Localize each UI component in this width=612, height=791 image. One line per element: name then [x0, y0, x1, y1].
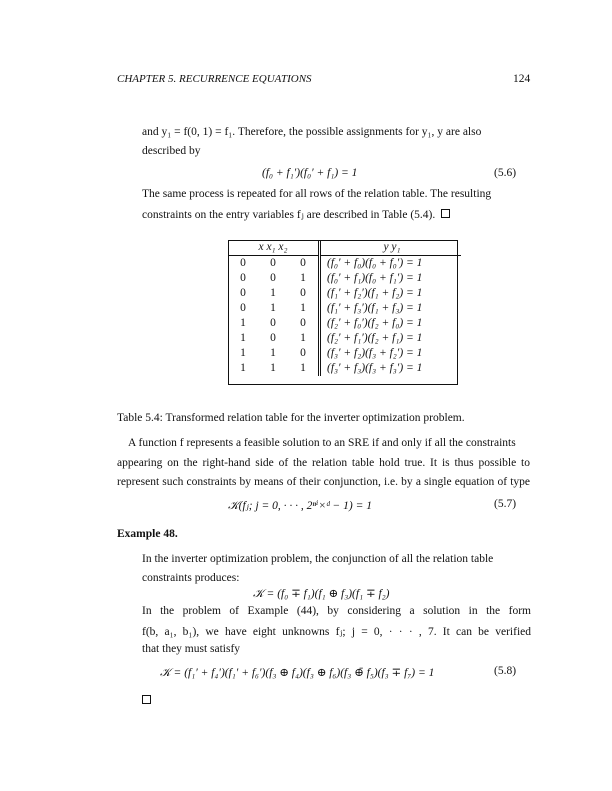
- cell-x1: 0: [270, 272, 276, 284]
- table-row: [228, 286, 461, 301]
- body-text: In the problem of Example (44), by considering a solution in the form: [142, 605, 531, 617]
- equation-number: (5.7): [494, 498, 517, 510]
- body-text: that they must satisfy: [142, 643, 241, 655]
- cell-x: 1: [240, 317, 246, 329]
- cell-x2: 1: [300, 332, 306, 344]
- table-row: [228, 316, 461, 331]
- cell-x: 1: [240, 347, 246, 359]
- body-text: A function f represents a feasible solution to an SRE if and only if all the constraints: [128, 437, 516, 449]
- table-row: [228, 271, 461, 286]
- table-row: [228, 346, 461, 361]
- cell-x: 0: [240, 302, 246, 314]
- cell-x2: 0: [300, 287, 306, 299]
- cell-constraint: (f₁′ + f₃′)(f₁ + f₃) = 1: [320, 301, 462, 316]
- equation-5-8: 𝒦 = (f₁′ + f₄′)(f₁′ + f₆′)(f₃ ⊕ f₄)(f₃ ⊕ f₆)(f₃ ⊕̄ f₅)(f₃ ∓ f₇) = 1: [160, 667, 435, 679]
- body-text: described by: [142, 145, 201, 157]
- example-title: Example 48.: [117, 528, 178, 540]
- table-row: [228, 361, 461, 376]
- equation-5-6: (f₀ + f₁′)(f₀′ + f₁) = 1: [262, 167, 358, 179]
- body-text: appearing on the right-hand side of the relation table hold true. It is thus possible to: [117, 457, 530, 469]
- table-header: [228, 240, 461, 256]
- cell-x: 0: [240, 272, 246, 284]
- qed-square-icon: [441, 209, 450, 218]
- cell-x1: 1: [270, 362, 276, 374]
- cell-x2: 1: [300, 362, 306, 374]
- body-text: f(b, a₁, b₁), we have eight unknowns fⱼ; j = 0, · · · , 7. It can be verified: [142, 626, 531, 638]
- body-text: [142, 207, 450, 221]
- cell-x1: 1: [270, 347, 276, 359]
- relation-table: [228, 240, 461, 376]
- cell-x2: 0: [300, 257, 306, 269]
- cell-constraint: (f₃′ + f₂)(f₃ + f₂′) = 1: [320, 346, 462, 361]
- page-number: 124: [513, 73, 531, 85]
- cell-constraint: (f₁′ + f₂′)(f₁ + f₂) = 1: [320, 286, 462, 301]
- cell-x: 1: [240, 362, 246, 374]
- table-row: [228, 301, 461, 316]
- cell-x2: 1: [300, 272, 306, 284]
- header-inputs: x x₁ x₂: [228, 240, 320, 256]
- cell-x: 1: [240, 332, 246, 344]
- header-outputs: y y₁: [320, 240, 462, 256]
- cell-x2: 1: [300, 302, 306, 314]
- body-text: constraints produces:: [142, 572, 240, 584]
- cell-x: 0: [240, 287, 246, 299]
- cell-x2: 0: [300, 347, 306, 359]
- table-row: [228, 331, 461, 346]
- equation-k: 𝒦 = (f₀ ∓ f₁)(f₁ ⊕ f₃)(f₁ ∓ f₂): [253, 588, 390, 600]
- equation-5-7: 𝒦(fⱼ; j = 0, · · · , 2ⁿⁱ×ᵈ − 1) = 1: [228, 500, 373, 512]
- cell-x1: 0: [270, 317, 276, 329]
- cell-constraint: (f₀′ + f₁)(f₀ + f₁′) = 1: [320, 271, 462, 286]
- equation-number: (5.8): [494, 665, 517, 677]
- cell-x: 0: [240, 257, 246, 269]
- equation-number: (5.6): [494, 167, 517, 179]
- body-text: In the inverter optimization problem, the conjunction of all the relation table: [142, 553, 494, 565]
- cell-x2: 0: [300, 317, 306, 329]
- body-text-span: constraints on the entry variables fⱼ are described in Table (5.4).: [142, 209, 436, 221]
- cell-x1: 1: [270, 302, 276, 314]
- qed-square-icon: [142, 695, 151, 707]
- body-text: The same process is repeated for all rows of the relation table. The resulting: [142, 188, 492, 200]
- table-caption: Table 5.4: Transformed relation table for the inverter optimization problem.: [117, 412, 465, 424]
- cell-constraint: (f₂′ + f₁′)(f₂ + f₁) = 1: [320, 331, 462, 346]
- body-text: represent such constraints by means of their conjunction, i.e. by a single equation of type: [117, 476, 530, 488]
- cell-x1: 0: [270, 332, 276, 344]
- table-row: [228, 256, 461, 272]
- body-text: and y₁ = f(0, 1) = f₁. Therefore, the possible assignments for y₁, y are also: [142, 126, 482, 138]
- cell-constraint: (f₂′ + f₀′)(f₂ + f₀) = 1: [320, 316, 462, 331]
- cell-constraint: (f₃′ + f₃)(f₃ + f₃′) = 1: [320, 361, 462, 376]
- cell-x1: 1: [270, 287, 276, 299]
- cell-constraint: (f₀′ + f₀)(f₀ + f₀′) = 1: [320, 256, 462, 272]
- cell-x1: 0: [270, 257, 276, 269]
- chapter-header: CHAPTER 5. RECURRENCE EQUATIONS: [117, 73, 312, 85]
